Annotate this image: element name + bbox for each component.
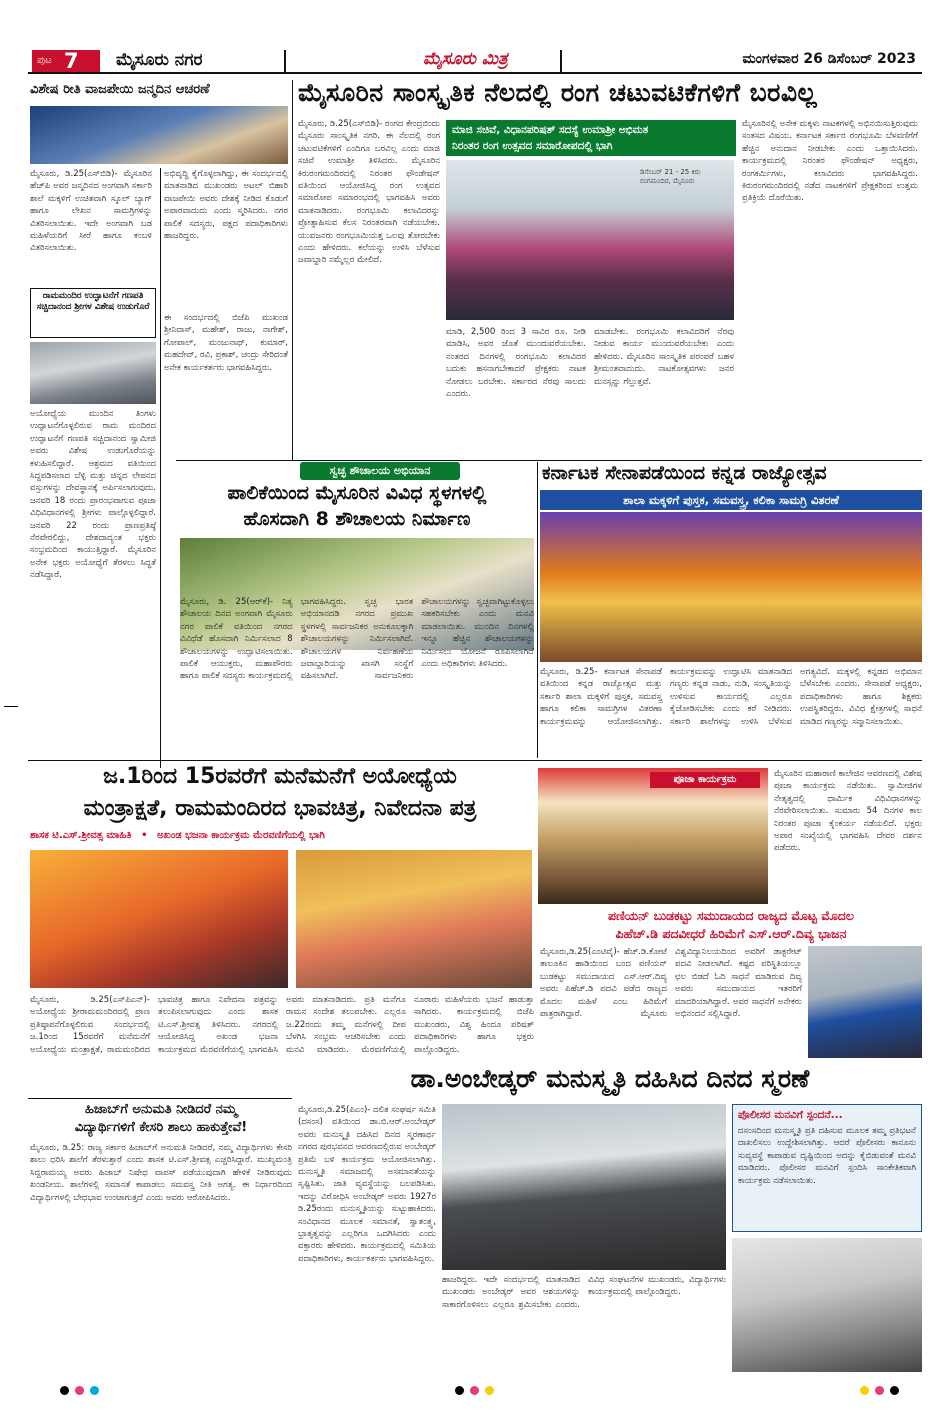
ambedkar-sidebar (732, 1104, 922, 1232)
ayodhya-headline-2: ಮಂತ್ರಾಕ್ಷತೆ, ರಾಮಮಂದಿರದ ಭಾವಚಿತ್ರ, ನಿವೇದನಾ ಪತ್ರ (83, 796, 477, 821)
reg-dot-7 (860, 1386, 869, 1395)
toilet-divider (537, 462, 538, 758)
sena-body: ಮೈಸೂರು, ಡಿ.25- ಕರ್ನಾಟಕ ಸೇನಾಪಡೆ ವತಿಯಿಂದ ಕನ್ನಡ ರಾಜ್ಯೋತ್ಸವ ಮತ್ತು ಸರ್ಕಾರಿ ಶಾಲಾ ಮಕ್ಕಳಿಗೆ ಪುಸ್ತಕ, ಸಮವಸ್ತ್ರ ಹಾಗೂ ಕಲಿಕಾ ಸಾಮಗ್ರಿಗಳ ವಿತರಣಾ ಕಾರ್ಯಕ್ರಮವನ್ನು ಆಯೋಜಿಸಲಾಗಿತ್ತು. ಕಾರ್ಯಕ್ರಮವನ್ನು ಉದ್ಘಾಟಿಸಿ ಮಾತನಾಡಿದ ಗಣ್ಯರು ಕನ್ನಡ ನಾಡು, ನುಡಿ, ಸಂಸ್ಕೃತಿಯನ್ನು ಉಳಿಸುವ ಕಾರ್ಯದಲ್ಲಿ ಎಲ್ಲರೂ ಕೈಜೋಡಿಸಬೇಕು ಎಂದು ಕರೆ ನೀಡಿದರು. ಸರ್ಕಾರಿ ಶಾಲೆಗಳನ್ನು ಉಳಿಸಿ ಬೆಳೆಸುವ ಅಗತ್ಯವಿದೆ. ಮಕ್ಕಳಲ್ಲಿ ಕನ್ನಡದ ಅಭಿಮಾನ ಬೆಳೆಸಬೇಕು ಎಂದರು. ಸೇನಾಪಡೆ ಅಧ್ಯಕ್ಷರು, ಪದಾಧಿಕಾರಿಗಳು ಹಾಗೂ ಶಿಕ್ಷಕರು ಉಪಸ್ಥಿತರಿದ್ದರು. ವಿವಿಧ ಕ್ಷೇತ್ರಗಳಲ್ಲಿ ಸಾಧನೆ ಮಾಡಿದ ಗಣ್ಯರನ್ನು ಸನ್ಮಾನಿಸಲಾಯಿತು. (540, 667, 922, 727)
pooja-banner: ಪೂಜಾ ಕಾರ್ಯಕ್ರಮ (650, 772, 760, 788)
header-divider-right (560, 50, 562, 72)
page-number: 7 (64, 50, 79, 72)
ambedkar-sidebar-photo (732, 1238, 922, 1372)
hijab-headline-2: ವಿದ್ಯಾರ್ಥಿಗಳಿಗೆ ಕೇಸರಿ ಶಾಲು ಹಾಕುತ್ತೇವೆ! (74, 1120, 248, 1135)
left-col-divider (160, 168, 161, 768)
ram-temple-photo (30, 342, 156, 404)
ambedkar-photo (442, 1104, 726, 1270)
issue-date: ಮಂಗಳವಾರ 26 ಡಿಸೆಂಬರ್ 2023 (742, 51, 916, 67)
divya-headline-1: ಪಣಿಯನ್ ಬುಡಕಟ್ಟು ಸಮುದಾಯದ ರಾಜ್ಯದ ಮೊಟ್ಟ ಮೊದಲ (608, 908, 854, 923)
ayodhya-bullet-2: ಅಖಂಡ ಭಜನಾ ಕಾರ್ಯಕ್ರಮ ಮೆರವಣಿಗೆಯಲ್ಲಿ ಭಾಗಿ (156, 830, 325, 841)
ram-temple-box (30, 288, 156, 338)
main-col-divider (292, 80, 293, 460)
divya-body: ಮೈಸೂರು,ಡಿ.25(ಎಂಟಿವೈ)- ಹೆಚ್.ಡಿ.ಕೋಟೆ ತಾಲೂಕಿನ ಹಾಡಿಯಿಂದ ಬಂದ ಪಣಿಯನ್ ಬುಡಕಟ್ಟು ಸಮುದಾಯದ ಎಸ್.ಆರ್.ದಿವ್ಯ ಅವರು ಪಿಹೆಚ್.ಡಿ ಪದವಿ ಪಡೆದ ರಾಜ್ಯದ ಮೊದಲ ಮಹಿಳೆ ಎಂಬ ಹಿರಿಮೆಗೆ ಪಾತ್ರರಾಗಿದ್ದಾರೆ. ಮೈಸೂರು ವಿಶ್ವವಿದ್ಯಾನಿಲಯದಿಂದ ಅವರಿಗೆ ಡಾಕ್ಟರೇಟ್ ಪದವಿ ನೀಡಲಾಗಿದೆ. ಕಷ್ಟದ ಪರಿಸ್ಥಿತಿಯಲ್ಲೂ ಛಲ ಬಿಡದೆ ಓದಿ ಸಾಧನೆ ಮಾಡಿರುವ ದಿವ್ಯ ಅವರು ಸಮುದಾಯದ ಇತರರಿಗೆ ಮಾದರಿಯಾಗಿದ್ದಾರೆ. ಅವರ ಸಾಧನೆಗೆ ಅನೇಕರು ಅಭಿನಂದನೆ ಸಲ್ಲಿಸಿದ್ದಾರೆ. (540, 947, 802, 1020)
vajpayee-body-3: ಈ ಸಂದರ್ಭದಲ್ಲಿ ಬಿಜೆಪಿ ಮುಖಂಡ ಶ್ರೀನಿವಾಸ್, ಮಹೇಶ್, ರಾಜು, ನಾಗೇಶ್, ಗೋಪಾಲ್, ಮಂಜುನಾಥ್, ಕುಮಾರ್, ಮಹದೇವ್, ರವಿ, ಪ್ರಕಾಶ್, ಚಂದ್ರು ಸೇರಿದಂತೆ ಅನೇಕ ಕಾರ್ಯಕರ್ತರು ಭಾಗವಹಿಸಿದ್ದರು. (164, 313, 288, 373)
ayodhya-photo-1 (30, 850, 288, 988)
page-label: ಪುಟ (37, 55, 52, 66)
page-header (28, 48, 922, 74)
ambedkar-headline: ಡಾ.ಅಂಬೇಡ್ಕರ್ ಮನುಸ್ಮೃತಿ ದಹಿಸಿದ ದಿನದ ಸ್ಮರಣೆ (410, 1064, 810, 1093)
theatre-headline: ಮೈಸೂರಿನ ಸಾಂಸ್ಕೃತಿಕ ನೆಲದಲ್ಲಿ ರಂಗ ಚಟುವಟಿಕೆಗಳಿಗೆ ಬರವಿಲ್ಲ (298, 78, 818, 107)
theatre-bullet-1: ಮಾಜಿ ಸಚಿವೆ, ವಿಧಾನಪರಿಷತ್ ಸದಸ್ಯೆ ಉಮಾಶ್ರೀ ಅಭಿಮತ (452, 124, 649, 136)
toilet-headline-1: ಪಾಲಿಕೆಯಿಂದ ಮೈಸೂರಿನ ವಿವಿಧ ಸ್ಥಳಗಳಲ್ಲಿ (227, 482, 487, 504)
ayodhya-photo-2 (296, 850, 532, 988)
ayodhya-headline-1: ಜ.1ರಿಂದ 15ರವರೆಗೆ ಮನೆಮನೆಗೆ ಅಯೋಧ್ಯೆಯ (103, 764, 457, 789)
ambedkar-body-2 (442, 1274, 726, 1372)
toilet-body: ಮೈಸೂರು, ಡಿ. 25(ಆರ್‌ಕೆ)- ನಿತ್ಯ ಶೌಚಾಲಯ ದಿನದ ಅಂಗವಾಗಿ ಮೈಸೂರು ನಗರ ಪಾಲಿಕೆ ವತಿಯಿಂದ ನಗರದ ವಿವಿಧೆಡೆ ಹೊಸದಾಗಿ ನಿರ್ಮಿಸಲಾದ 8 ಶೌಚಾಲಯಗಳನ್ನು ಉದ್ಘಾಟಿಸಲಾಯಿತು. ಪಾಲಿಕೆ ಆಯುಕ್ತರು, ಮಹಾಪೌರರು ಹಾಗೂ ಪಾಲಿಕೆ ಸದಸ್ಯರು ಕಾರ್ಯಕ್ರಮದಲ್ಲಿ ಭಾಗವಹಿಸಿದ್ದರು. ಸ್ವಚ್ಛ ಭಾರತ ಅಭಿಯಾನದಡಿ ನಗರದ ಪ್ರಮುಖ ಸ್ಥಳಗಳಲ್ಲಿ ಸಾರ್ವಜನಿಕರ ಅನುಕೂಲಕ್ಕಾಗಿ ಶೌಚಾಲಯಗಳನ್ನು ನಿರ್ಮಿಸಲಾಗಿದೆ. ಶೌಚಾಲಯಗಳ ನಿರ್ವಹಣೆಯ ಜವಾಬ್ದಾರಿಯನ್ನು ಖಾಸಗಿ ಸಂಸ್ಥೆಗೆ ವಹಿಸಲಾಗಿದೆ. ಸಾರ್ವಜನಿಕರು ಶೌಚಾಲಯಗಳನ್ನು ಸ್ವಚ್ಛವಾಗಿಟ್ಟುಕೊಳ್ಳಲು ಸಹಕರಿಸಬೇಕು ಎಂದು ಮನವಿ ಮಾಡಲಾಯಿತು. ಮುಂದಿನ ದಿನಗಳಲ್ಲಿ ಇನ್ನೂ ಹೆಚ್ಚಿನ ಶೌಚಾಲಯಗಳನ್ನು ನಿರ್ಮಿಸಲು ಯೋಜನೆ ರೂಪಿಸಲಾಗಿದೆ ಎಂದು ಅಧಿಕಾರಿಗಳು ತಿಳಿಸಿದರು. (180, 597, 534, 682)
ambedkar-body: ಮೈಸೂರು,ಡಿ.25(ಪಿಎಂ)- ದಲಿತ ಸಂಘರ್ಷ ಸಮಿತಿ (ದಸಂಸ) ವತಿಯಿಂದ ಡಾ.ಬಿ.ಆರ್.ಅಂಬೇಡ್ಕರ್ ಅವರು ಮನುಸ್ಮೃತಿ ದಹಿಸಿದ ದಿನದ ಸ್ಮರಣಾರ್ಥ ನಗರದ ಪುರಭವನದ ಆವರಣದಲ್ಲಿರುವ ಅಂಬೇಡ್ಕರ್ ಪ್ರತಿಮೆ ಬಳಿ ಕಾರ್ಯಕ್ರಮ ಆಯೋಜಿಸಲಾಗಿತ್ತು. ಮನುಸ್ಮೃತಿ ಸಮಾಜದಲ್ಲಿ ಅಸಮಾನತೆಯನ್ನು ಸೃಷ್ಟಿಸಿತು. ಜಾತಿ ವ್ಯವಸ್ಥೆಯನ್ನು ಬಲಪಡಿಸಿತು. ಇದನ್ನು ವಿರೋಧಿಸಿ ಅಂಬೇಡ್ಕರ್ ಅವರು 1927ರ ಡಿ.25ರಂದು ಮನುಸ್ಮೃತಿಯನ್ನು ಸುಟ್ಟುಹಾಕಿದರು. ಸಂವಿಧಾನದ ಮೂಲಕ ಸಮಾನತೆ, ಸ್ವಾತಂತ್ರ್ಯ, ಭ್ರಾತೃತ್ವವನ್ನು ಎಲ್ಲರಿಗೂ ಒದಗಿಸಿದರು ಎಂದು ವಕ್ತಾರರು ಹೇಳಿದರು. ಕಾರ್ಯಕ್ರಮದಲ್ಲಿ ಸಮಿತಿಯ ಪದಾಧಿಕಾರಿಗಳು, ಕಾರ್ಯಕರ್ತರು ಭಾಗವಹಿಸಿದ್ದರು. (298, 1105, 436, 1264)
reg-dot-2 (75, 1386, 84, 1395)
vajpayee-headline: ವಿಶೇಷ ರೀತಿ ವಾಜಪೇಯಿ ಜನ್ಮದಿನ ಆಚರಣೆ (30, 82, 210, 97)
theatre-bottom-rule (176, 460, 922, 461)
toilet-headline-2: ಹೊಸದಾಗಿ 8 ಶೌಚಾಲಯ ನಿರ್ಮಾಣ (243, 508, 471, 530)
vajpayee-body-1: ಮೈಸೂರು, ಡಿ.25(ಎಸ್‌ಬಿಡಿ)- ಮೈಸೂರಿನ ಹೆಚ್‌ಪಿ ಅವರ ಜನ್ಮದಿನದ ಅಂಗವಾಗಿ ಸರ್ಕಾರಿ ಶಾಲೆ ಮಕ್ಕಳಿಗೆ ಉಚಿತವಾಗಿ ಸ್ಕೂಲ್ ಬ್ಯಾಗ್ ಹಾಗೂ ಲೇಖನ ಸಾಮಗ್ರಿಗಳನ್ನು ವಿತರಿಸಲಾಯಿತು. ಇದೇ ಅಂಗವಾಗಿ ಬಡ ಮಹಿಳೆಯರಿಗೆ ಸೀರೆ ಹಾಗೂ ಕಂಬಳಿ ವಿತರಿಸಲಾಯಿತು. (30, 169, 152, 254)
theatre-body-far: ಮೈಸೂರಿನಲ್ಲಿ ಅನೇಕ ಮಕ್ಕಳು ನಾಟಕಗಳಲ್ಲಿ ಅಭಿನಯಿಸುತ್ತಿರುವುದು ಸಂತಸದ ವಿಷಯ. ಕರ್ನಾಟಕ ಸರ್ಕಾರ ರಂಗಭೂಮಿ ಬೆಳವಣಿಗೆಗೆ ಹೆಚ್ಚಿನ ಅನುದಾನ ನೀಡಬೇಕು ಎಂದು ಒತ್ತಾಯಿಸಿದರು. ಕಾರ್ಯಕ್ರಮದಲ್ಲಿ ನಿರಂತರ ಫೌಂಡೇಷನ್ ಅಧ್ಯಕ್ಷರು, ರಂಗಕರ್ಮಿಗಳು, ಕಲಾವಿದರು ಭಾಗವಹಿಸಿದ್ದರು. ಕಿರುರಂಗಮಂದಿರದಲ್ಲಿ ನಡೆದ ನಾಟಕಗಳಿಗೆ ಪ್ರೇಕ್ಷಕರಿಂದ ಉತ್ತಮ ಪ್ರತಿಕ್ರಿಯೆ ದೊರೆಯಿತು. (742, 119, 918, 204)
divya-photo (808, 946, 922, 1058)
mid-rule (28, 760, 922, 761)
vajpayee-body-2: ಅಭಿವೃದ್ಧಿ ಕೈಗೊಳ್ಳಲಾಗಿದ್ದು, ಈ ಸಂದರ್ಭದಲ್ಲಿ ಮಾತನಾಡಿದ ಮುಖಂಡರು ಅಟಲ್ ಬಿಹಾರಿ ವಾಜಪೇಯಿ ಅವರು ದೇಶಕ್ಕೆ ನೀಡಿದ ಕೊಡುಗೆ ಅಪಾರವಾದುದು ಎಂದು ಸ್ಮರಿಸಿದರು. ನಗರ ಪಾಲಿಕೆ ಸದಸ್ಯರು, ಪಕ್ಷದ ಪದಾಧಿಕಾರಿಗಳು ಹಾಜರಿದ್ದರು. (164, 169, 288, 242)
theatre-banner-caption: ಡಿಸೆಂಬರ್ 21 - 25 ಕಿರು ರಂಗಮಂದಿರ, ಮೈಸೂರು (640, 168, 701, 185)
sena-subhead: ಶಾಲಾ ಮಕ್ಕಳಿಗೆ ಪುಸ್ತಕ, ಸಮವಸ್ತ್ರ, ಕಲಿಕಾ ಸಾಮಗ್ರಿ ವಿತರಣೆ (540, 490, 922, 510)
section-title: ಮೈಸೂರು ನಗರ (116, 50, 203, 70)
reg-dot-9 (890, 1386, 899, 1395)
theatre-bullets (446, 120, 736, 156)
ayodhya-bullet-1: ಶಾಸಕ ಟಿ.ಎಸ್.ಶ್ರೀವತ್ಸ ಮಾಹಿತಿ (30, 830, 132, 841)
divya-headline-2: ಪಿಹೆಚ್.ಡಿ ಪದವೀಧರೆ ಹಿರಿಮೆಗೆ ಎಸ್.ಆರ್.ದಿವ್ಯ ಭಾಜನ (615, 926, 847, 941)
ayodhya-bullets: ಶಾಸಕ ಟಿ.ಎಸ್.ಶ್ರೀವತ್ಸ ಮಾಹಿತಿ • ಅಖಂಡ ಭಜನಾ ಕಾರ್ಯಕ್ರಮ ಮೆರವಣಿಗೆಯಲ್ಲಿ ಭಾಗಿ (30, 830, 325, 841)
sena-photo (540, 512, 922, 662)
hijab-body: ಮೈಸೂರು, ಡಿ.25: ರಾಜ್ಯ ಸರ್ಕಾರ ಹಿಜಾಬ್‌ಗೆ ಅನುಮತಿ ನೀಡಿದರೆ, ನಮ್ಮ ವಿದ್ಯಾರ್ಥಿಗಳು ಕೇಸರಿ ಶಾಲು ಧರಿಸಿ ಶಾಲೆಗೆ ತೆರಳುತ್ತಾರೆ ಎಂದು ಶಾಸಕ ಟಿ.ಎಸ್.ಶ್ರೀವತ್ಸ ಎಚ್ಚರಿಸಿದ್ದಾರೆ. ಮುಖ್ಯಮಂತ್ರಿ ಸಿದ್ದರಾಮಯ್ಯ ಅವರು ಹಿಜಾಬ್ ನಿಷೇಧ ವಾಪಸ್ ಪಡೆಯುವುದಾಗಿ ಹೇಳಿಕೆ ನೀಡಿರುವುದು ಖಂಡನೀಯ. ಶಾಲೆಗಳಲ್ಲಿ ಸಮಾನತೆ ಕಾಪಾಡಲು ಸಮವಸ್ತ್ರ ನೀತಿ ಅಗತ್ಯ. ಈ ನಿರ್ಧಾರದಿಂದ ವಿದ್ಯಾರ್ಥಿಗಳಲ್ಲಿ ಬೇಧಭಾವ ಉಂಟಾಗುತ್ತದೆ ಎಂದು ಅವರು ಆರೋಪಿಸಿದರು. (30, 1143, 292, 1203)
sena-headline: ಕರ್ನಾಟಕ ಸೇನಾಪಡೆಯಿಂದ ಕನ್ನಡ ರಾಜ್ಯೋತ್ಸವ (542, 462, 827, 484)
hijab-top-rule (28, 1098, 292, 1099)
page-number-badge (32, 50, 100, 72)
pooja-photo (538, 768, 768, 904)
reg-dot-1 (60, 1386, 69, 1395)
reg-dot-6 (485, 1386, 494, 1395)
hijab-headline-1: ಹಿಜಾಬ್‌ಗೆ ಅನುಮತಿ ನೀಡಿದರೆ ನಮ್ಮ (85, 1102, 237, 1117)
reg-dot-3 (90, 1386, 99, 1395)
vajpayee-photo (30, 106, 288, 164)
reg-dot-8 (875, 1386, 884, 1395)
theatre-body-left: ಮೈಸೂರು, ಡಿ.25(ಎಸ್‌ಬಿಡಿ)- ರಂಗದ ಕೇಂದ್ರಬಿಂದು ಮೈಸೂರು ಸಾಂಸ್ಕೃತಿಕ ನಗರಿ. ಈ ನೆಲದಲ್ಲಿ ರಂಗ ಚಟುವಟಿಕೆಗಳಿಗೆ ಎಂದಿಗೂ ಬರವಿಲ್ಲ ಎಂದು ಮಾಜಿ ಸಚಿವೆ ಉಮಾಶ್ರೀ ತಿಳಿಸಿದರು. ಮೈಸೂರಿನ ಕಿರುರಂಗಮಂದಿರದಲ್ಲಿ ನಿರಂತರ ಫೌಂಡೇಷನ್ ವತಿಯಿಂದ ಆಯೋಜಿಸಿದ್ದ ರಂಗ ಉತ್ಸವದ ಸಮಾರೋಪ ಸಮಾರಂಭದಲ್ಲಿ ಭಾಗವಹಿಸಿ ಅವರು ಮಾತನಾಡಿದರು. ರಂಗಭೂಮಿ ಕಲಾವಿದರನ್ನು ಪ್ರೋತ್ಸಾಹಿಸುವ ಕೆಲಸ ನಿರಂತರವಾಗಿ ನಡೆಯಬೇಕು. ಯುವಜನರು ರಂಗಭೂಮಿಯತ್ತ ಒಲವು ತೋರಬೇಕು ಎಂದು ಹೇಳಿದರು. ಕಲೆಯನ್ನು ಉಳಿಸಿ ಬೆಳೆಸುವ ಜವಾಬ್ದಾರಿ ನಮ್ಮೆಲ್ಲರ ಮೇಲಿದೆ. (298, 119, 440, 266)
theatre-bullet-2: ನಿರಂತರ ರಂಗ ಉತ್ಸವದ ಸಮಾರೋಪದಲ್ಲಿ ಭಾಗಿ (452, 140, 613, 152)
paper-name: ಮೈಸೂರು ಮಿತ್ರ (423, 49, 508, 69)
theatre-body-right: ಮಾಡಬೇಕು. ರಂಗಭೂಮಿ ಕಲಾವಿದರಿಗೆ ನೆರವು ನೀಡುವ ಕಾರ್ಯ ಮುಂದುವರೆಯಬೇಕು ಎಂದು ಹೇಳಿದರು. ಮೈಸೂರಿನ ಸಾಂಸ್ಕೃತಿಕ ಪರಂಪರೆ ಬಹಳ ಶ್ರೀಮಂತವಾದುದು. ನಾಟಕೋತ್ಸವಗಳು ಜನರ ಮನಸ್ಸನ್ನು ಗೆಲ್ಲುತ್ತವೆ. (594, 327, 734, 387)
ambedkar-sidebar-head: ಪೊಲೀಸರ ಮನವಿಗೆ ಸ್ಪಂದನೆ... (738, 1109, 843, 1121)
ayodhya-body: ಮೈಸೂರು, ಡಿ.25(ಎಸ್‌ಪಿಎನ್)- ಅಯೋಧ್ಯೆಯ ಶ್ರೀರಾಮಮಂದಿರದಲ್ಲಿ ಪ್ರಾಣ ಪ್ರತಿಷ್ಠಾಪನೆಗೊಳ್ಳಲಿರುವ ಸಂದರ್ಭದಲ್ಲಿ ಜ.1ರಿಂದ 15ರವರೆಗೆ ಮನೆಮನೆಗೆ ಅಯೋಧ್ಯೆಯ ಮಂತ್ರಾಕ್ಷತೆ, ರಾಮಮಂದಿರದ ಭಾವಚಿತ್ರ ಹಾಗೂ ನಿವೇದನಾ ಪತ್ರವನ್ನು ತಲುಪಿಸಲಾಗುವುದು ಎಂದು ಶಾಸಕ ಟಿ.ಎಸ್.ಶ್ರೀವತ್ಸ ತಿಳಿಸಿದರು. ನಗರದಲ್ಲಿ ಆಯೋಜಿಸಿದ್ದ ಅಖಂಡ ಭಜನಾ ಕಾರ್ಯಕ್ರಮದ ಮೆರವಣಿಗೆಯಲ್ಲಿ ಭಾಗವಹಿಸಿ ಅವರು ಮಾತನಾಡಿದರು. ಪ್ರತಿ ಮನೆಗೂ ರಾಮನ ಸಂದೇಶ ತಲುಪಬೇಕು. ಎಲ್ಲರೂ ಜ.22ರಂದು ತಮ್ಮ ಮನೆಗಳಲ್ಲಿ ದೀಪ ಬೆಳಗಿಸಿ ಸಂಭ್ರಮ ಆಚರಿಸಬೇಕು ಎಂದು ಮನವಿ ಮಾಡಿದರು. ಮೆರವಣಿಗೆಯಲ್ಲಿ ನೂರಾರು ಮಹಿಳೆಯರು ಭಜನೆ ಹಾಡುತ್ತಾ ಸಾಗಿದರು. ಕಾರ್ಯಕ್ರಮದಲ್ಲಿ ಬಿಜೆಪಿ ಮುಖಂಡರು, ವಿಶ್ವ ಹಿಂದೂ ಪರಿಷತ್ ಪದಾಧಿಕಾರಿಗಳು ಹಾಗೂ ಭಕ್ತರು ಪಾಲ್ಗೊಂಡಿದ್ದರು. (30, 995, 534, 1055)
toilet-kicker: ಸ್ವಚ್ಛ ಶೌಚಾಲಯ ಅಭಿಯಾನ (300, 462, 460, 480)
header-divider-left (284, 50, 286, 72)
ram-temple-headline: ರಾಮಮಂದಿರ ಉದ್ಘಾಟನೆಗೆ ಗಣಪತಿ ಸಚ್ಚಿದಾನಂದ ಶ್ರೀಗಳ ವಿಶೇಷ ಉಡುಗೊರೆ (36, 291, 150, 312)
theatre-body-mid: ಮಾಡಿ, 2,500 ರಿಂದ 3 ಸಾವಿರ ರೂ. ನೀಡಿ ಮಾಡಿಸಿ, ಅವರ ಜೊತೆ ಮುಂದುವರೆಯಬೇಕು. ನಂತರದ ದಿನಗಳಲ್ಲಿ ರಂಗಭೂಮಿ ಕಲಾವಿದರ ಬದುಕು ಹಸನಾಗಬೇಕಾದರೆ ಪ್ರೇಕ್ಷಕರು ನಾಟಕ ನೋಡಲು ಬರಬೇಕು. ಸರ್ಕಾರದ ನೆರವು ಸಾಲದು ಎಂದರು. (446, 327, 586, 400)
ambedkar-sidebar-body-2: ಹಾಜರಿದ್ದರು. ಇದೇ ಸಂದರ್ಭದಲ್ಲಿ ಮಾತನಾಡಿದ ಮುಖಂಡರು ಅಂಬೇಡ್ಕರ್ ಅವರ ಆಶಯಗಳನ್ನು ಸಾಕಾರಗೊಳಿಸಲು ಎಲ್ಲರೂ ಶ್ರಮಿಸಬೇಕು ಎಂದರು. ವಿವಿಧ ಸಂಘಟನೆಗಳ ಮುಖಂಡರು, ವಿದ್ಯಾರ್ಥಿಗಳು ಕಾರ್ಯಕ್ರಮದಲ್ಲಿ ಪಾಲ್ಗೊಂಡಿದ್ದರು. (442, 1275, 726, 1310)
reg-dot-5 (470, 1386, 479, 1395)
ram-temple-body: ಅಯೋಧ್ಯೆಯ ಮುಂದಿನ ತಿಂಗಳು ಉದ್ಘಾಟನೆಗೊಳ್ಳಲಿರುವ ರಾಮ ಮಂದಿರದ ಉದ್ಘಾಟನೆಗೆ ಗಣಪತಿ ಸಚ್ಚಿದಾನಂದ ಸ್ವಾಮೀಜಿ ಅವರು ವಿಶೇಷ ಉಡುಗೊರೆಯನ್ನು ಕಳುಹಿಸಲಿದ್ದಾರೆ. ಆಶ್ರಮದ ವತಿಯಿಂದ ಸಿದ್ಧಪಡಿಸಲಾದ ಬೆಳ್ಳಿ ಮತ್ತು ಚಿನ್ನದ ಲೇಪನದ ವಸ್ತುಗಳನ್ನು ದೇವಸ್ಥಾನಕ್ಕೆ ಅರ್ಪಿಸಲಾಗುವುದು. ಜನವರಿ 18 ರಂದು ಪ್ರಾರಂಭವಾಗುವ ಪೂಜಾ ವಿಧಿವಿಧಾನಗಳಲ್ಲಿ ಶ್ರೀಗಳು ಪಾಲ್ಗೊಳ್ಳಲಿದ್ದಾರೆ. ಜನವರಿ 22 ರಂದು ಪ್ರಾಣಪ್ರತಿಷ್ಠೆ ನೆರವೇರಲಿದ್ದು, ದೇಶದಾದ್ಯಂತ ಭಕ್ತರು ಸಂಭ್ರಮದಿಂದ ಕಾಯುತ್ತಿದ್ದಾರೆ. ಮೈಸೂರಿನ ಅನೇಕ ಭಕ್ತರು ಅಯೋಧ್ಯೆಗೆ ತೆರಳಲು ಸಿದ್ಧತೆ ನಡೆಸಿದ್ದಾರೆ. (30, 409, 156, 581)
reg-dot-4 (455, 1386, 464, 1395)
ambedkar-sidebar-body: ದಸಂಸದಿಂದ ಮನುಸ್ಮೃತಿ ಪ್ರತಿ ದಹಿಸುವ ಮೂಲಕ ತಮ್ಮ ಪ್ರತಿಭಟನೆ ದಾಖಲಿಸಲು ಉದ್ದೇಶಿಸಲಾಗಿತ್ತು. ಆದರೆ ಪೊಲೀಸರು ಕಾನೂನು ಸುವ್ಯವಸ್ಥೆ ಕಾಪಾಡುವ ದೃಷ್ಟಿಯಿಂದ ಅದನ್ನು ಕೈಬಿಡುವಂತೆ ಮನವಿ ಮಾಡಿದರು. ಪೊಲೀಸರ ಮನವಿಗೆ ಸ್ಪಂದಿಸಿ ಸಾಂಕೇತಿಕವಾಗಿ ಕಾರ್ಯಕ್ರಮ ನಡೆಸಲಾಯಿತು. (738, 1126, 916, 1186)
margin-tick (4, 706, 18, 707)
pooja-body: ಮೈಸೂರಿನ ಮಹಾರಾಣಿ ಕಾಲೇಜಿನ ಆವರಣದಲ್ಲಿ ವಿಶೇಷ ಪೂಜಾ ಕಾರ್ಯಕ್ರಮ ನಡೆಯಿತು. ಸ್ವಾಮೀಜಿಗಳ ನೇತೃತ್ವದಲ್ಲಿ ಧಾರ್ಮಿಕ ವಿಧಿವಿಧಾನಗಳನ್ನು ನೆರವೇರಿಸಲಾಯಿತು. ಸುಮಾರು 54 ದಿನಗಳ ಕಾಲ ನಿರಂತರ ಪೂಜಾ ಕೈಂಕರ್ಯ ನಡೆಯಲಿದೆ. ಭಕ್ತರು ಅಪಾರ ಸಂಖ್ಯೆಯಲ್ಲಿ ಭಾಗವಹಿಸಿ ದೇವರ ದರ್ಶನ ಪಡೆದರು. (774, 769, 922, 854)
